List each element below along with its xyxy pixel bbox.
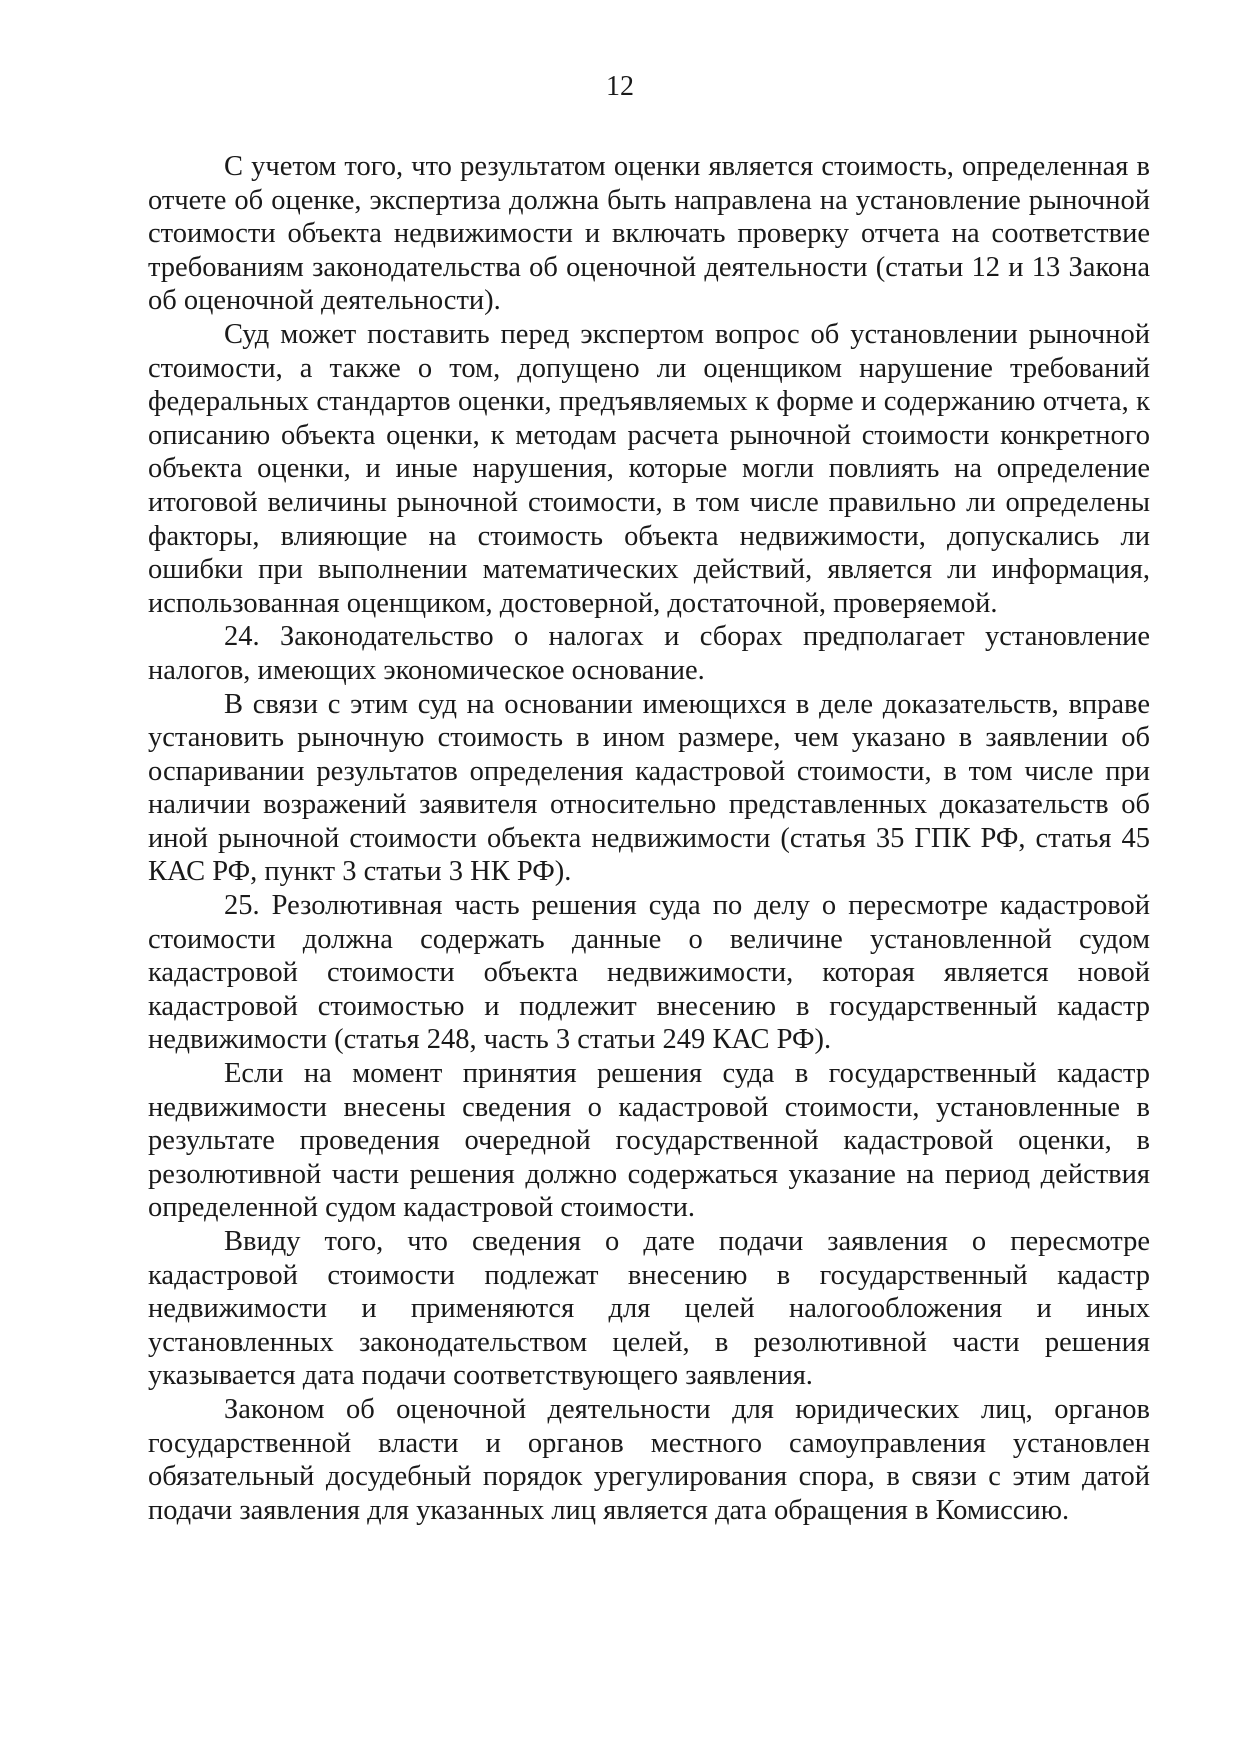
paragraph: 25. Резолютивная часть решения суда по делу о пересмотре кадастровой стоимости должна содержать данные о величине установленной судом кадастровой стоимости объекта недвижимости, которая является новой кадастровой стоимостью и подлежит внесению в государственный кадастр недвижимости (статья 248, часть 3 статьи 249 КАС РФ). [148, 890, 1150, 1056]
page-number: 12 [606, 71, 634, 102]
paragraph: Ввиду того, что сведения о дате подачи заявления о пересмотре кадастровой стоимости подлежат внесению в государственный кадастр недвижимости и применяются для целей налогообложения и иных установленных законодательством целей, в резолютивной части решения указывается дата подачи соответствующего заявления. [148, 1226, 1150, 1392]
document-body [148, 150, 1150, 1527]
paragraph: Суд может поставить перед экспертом вопрос об установлении рыночной стоимости, а также о том, допущено ли оценщиком нарушение требований федеральных стандартов оценки, предъявляемых к форме и содержанию отчета, к описанию объекта оценки, к методам расчета рыночной стоимости конкретного объекта оценки, и иные нарушения, которые могли повлиять на определение итоговой величины рыночной стоимости, в том числе правильно ли определены факторы, влияющие на стоимость объекта недвижимости, допускались ли ошибки при выполнении математических действий, является ли информация, использованная оценщиком, достоверной, достаточной, проверяемой. [148, 318, 1150, 619]
paragraph: Если на момент принятия решения суда в государственный кадастр недвижимости внесены сведения о кадастровой стоимости, установленные в результате проведения очередной государственной кадастровой оценки, в резолютивной части решения должно содержаться указание на период действия определенной судом кадастровой стоимости. [148, 1058, 1150, 1224]
paragraph: В связи с этим суд на основании имеющихся в деле доказательств, вправе установить рыночную стоимость в ином размере, чем указано в заявлении об оспаривании результатов определения кадастровой стоимости, в том числе при наличии возражений заявителя относительно представленных доказательств об иной рыночной стоимости объекта недвижимости (статья 35 ГПК РФ, статья 45 КАС РФ, пункт 3 статьи 3 НК РФ). [148, 688, 1150, 888]
paragraph: С учетом того, что результатом оценки является стоимость, определенная в отчете об оценке, экспертиза должна быть направлена на установление рыночной стоимости объекта недвижимости и включать проверку отчета на соответствие требованиям законодательства об оценочной деятельности (статьи 12 и 13 Закона об оценочной деятельности). [148, 151, 1150, 317]
paragraph: 24. Законодательство о налогах и сборах предполагает установление налогов, имеющих экономическое основание. [148, 621, 1150, 686]
paragraph: Законом об оценочной деятельности для юридических лиц, органов государственной власти и органов местного самоуправления установлен обязательный досудебный порядок урегулирования спора, в связи с этим датой подачи заявления для указанных лиц является дата обращения в Комиссию. [148, 1393, 1150, 1526]
